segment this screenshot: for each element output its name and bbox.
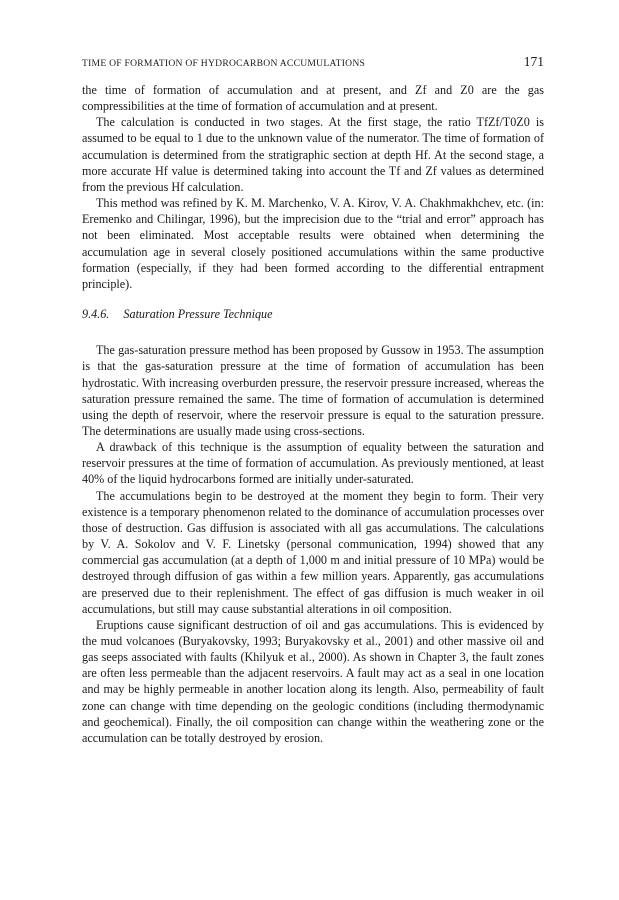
running-title: TIME OF FORMATION OF HYDROCARBON ACCUMULATIONS xyxy=(82,58,366,69)
paragraph: The calculation is conducted in two stages. At the first stage, the ratio TfZf/T0Z0 is assumed to be equal to 1 due to the unknown value of the numerator. The time of formation of accumulation is determined from the stratigraphic section at depth Hf. At the second stage, a more accurate Hf value is determined taking into account the Tf and Zf values as determined from the previous Hf calculation. xyxy=(82,115,544,194)
paragraph: This method was refined by K. M. Marchenko, V. A. Kirov, V. A. Chakhmakhchev, etc. (in: Eremenko and Chilingar, 1996), but the imprecision due to the “trial and error” approach has not been eliminated. Most acceptable results were obtained when determining the accumulation age in several closely positioned accumulations within the same productive formation (especially, if they had been formed according to the differential entrapment principle). xyxy=(82,196,544,291)
section-title: Saturation Pressure Technique xyxy=(123,307,273,322)
paragraph-continuation: the time of formation of accumulation and at present, and Zf and Z0 are the gas compressibilities at the time of formation of accumulation and at present. xyxy=(82,83,544,114)
paragraph: Eruptions cause significant destruction of oil and gas accumulations. This is evidenced by the mud volcanoes (Buryakovsky, 1993; Buryakovsky et al., 2001) and other massive oil and gas seeps associated with faults (Khilyuk et al., 2000). As shown in Chapter 3, the fault zones are often less permeable than the adjacent reservoirs. A fault may act as a seal in one location and may be highly permeable in another location along its length. Also, permeability of fault zone can change with time depending on the geologic conditions (including thermodynamic and geochemical). Finally, the oil composition can change within the weathering zone or the accumulation can be totally destroyed by erosion. xyxy=(82,617,544,745)
section-heading xyxy=(82,306,544,322)
paragraph: The gas-saturation pressure method has been proposed by Gussow in 1953. The assumption is that the gas-saturation pressure at the time of formation of accumulation has been hydrostatic. With increasing overburden pressure, the reservoir pressure increased, whereas the saturation pressure remained the same. The time of formation of accumulation is determined using the depth of reservoir, where the reservoir pressure is equal to the saturation pressure. The determinations are usually made using cross-sections. xyxy=(82,343,544,438)
paragraph: A drawback of this technique is the assumption of equality between the saturation and reservoir pressures at the time of formation of accumulation. As previously mentioned, at least 40% of the liquid hydrocarbons formed are initially under-saturated. xyxy=(82,440,544,487)
section-number: 9.4.6. xyxy=(82,307,110,322)
body-text xyxy=(82,82,544,746)
page-number: 171 xyxy=(523,54,544,69)
paragraph: The accumulations begin to be destroyed at the moment they begin to form. Their very existence is a temporary phenomenon related to the dominance of accumulation processes over those of destruction. Gas diffusion is associated with all gas accumulations. The calculations by V. A. Sokolov and V. F. Linetsky (personal communication, 1994) showed that any commercial gas accumulation (at a depth of 1,000 m and initial pressure of 10 MPa) would be destroyed through diffusion of gas within a few million years. Apparently, gas accumulations are preserved due to their replenishment. The effect of gas diffusion is much weaker in oil accumulations, but still may cause substantial alterations in oil composition. xyxy=(82,488,544,616)
page-header xyxy=(82,54,544,70)
